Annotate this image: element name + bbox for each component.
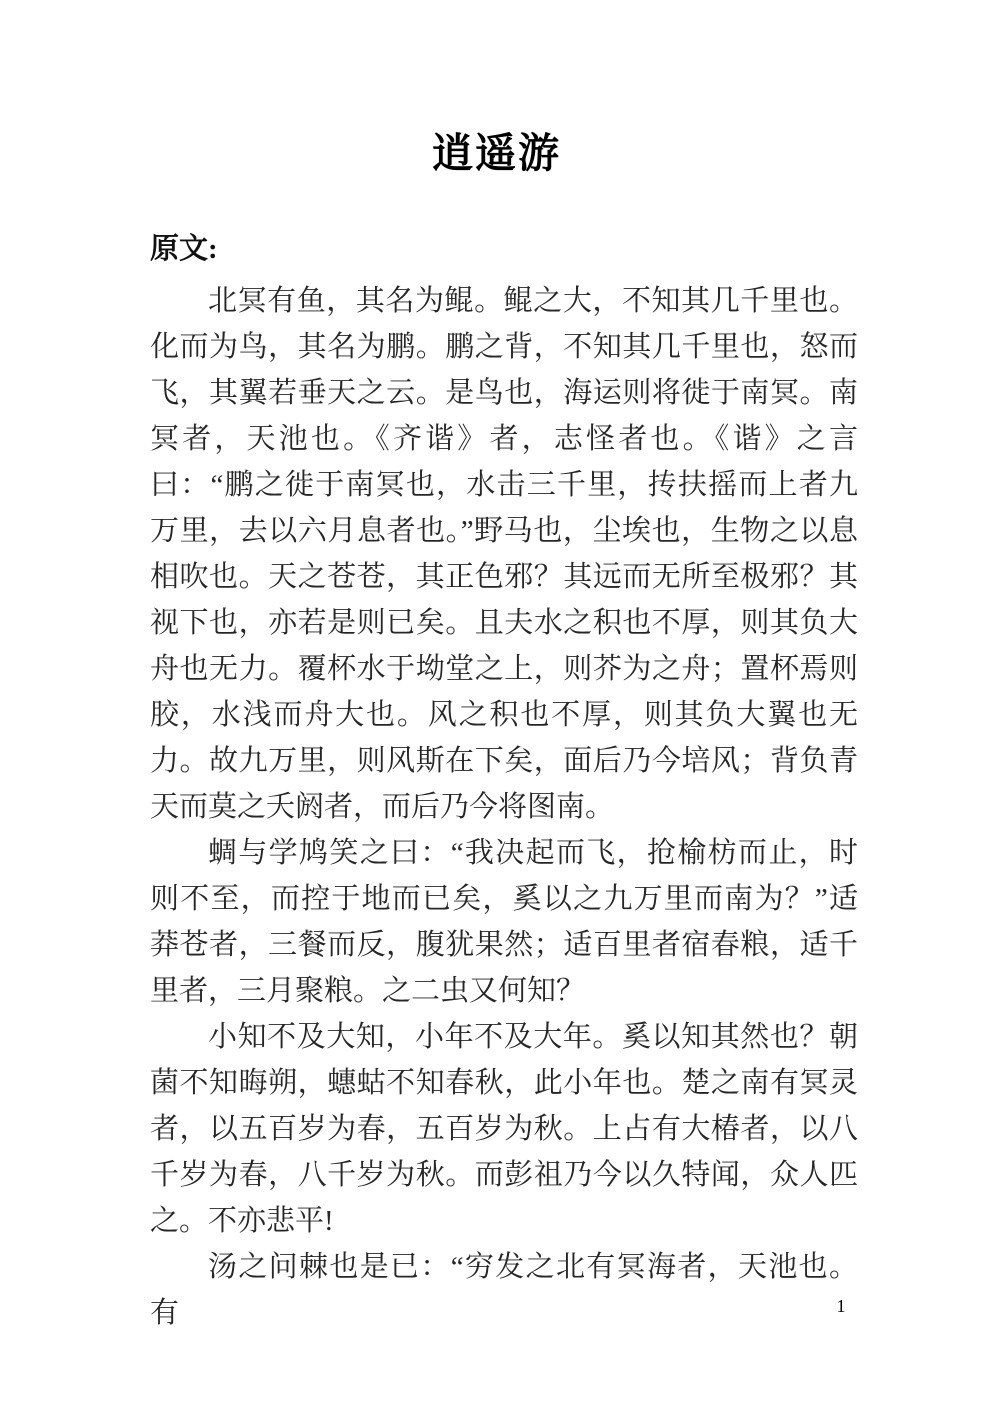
paragraph-1: 北冥有鱼，其名为鲲。鲲之大，不知其几千里也。化而为鸟，其名为鹏。鹏之背，不知其几千里也，怒而飞，其翼若垂天之云。是鸟也，海运则将徙于南冥。南冥者，天池也。《齐谐》者，志怪者也。《谐》之言曰：“鹏之徙于南冥也，水击三千里，抟扶摇而上者九万里，去以六月息者也。”野马也，尘埃也，生物之以息相吹也。天之苍苍，其正色邪？其远而无所至极邪？其视下也，亦若是则已矣。且夫水之积也不厚，则其负大舟也无力。覆杯水于坳堂之上，则芥为之舟；置杯焉则胶，水浅而舟大也。风之积也不厚，则其负大翼也无力。故九万里，则风斯在下矣，面后乃今培风；背负青天而莫之夭阏者，而后乃今将图南。 xyxy=(150,285,858,823)
page-number: 1 xyxy=(836,1296,846,1316)
page-title: 逍遥游 xyxy=(432,130,561,176)
section-label-original-text: 原文: xyxy=(150,233,218,265)
paragraph-4: 汤之问棘也是已：“穷发之北有冥海者，天池也。有 xyxy=(150,1251,858,1329)
paragraph-3: 小知不及大知，小年不及大年。奚以知其然也？朝菌不知晦朔，蟪蛄不知春秋，此小年也。楚之南有冥灵者，以五百岁为春，五百岁为秋。上占有大椿者，以八千岁为春，八千岁为秋。而彭祖乃今以久特闻，众人匹之。不亦悲平! xyxy=(150,1021,858,1237)
paragraph-2: 蜩与学鸠笑之曰：“我决起而飞，抢榆枋而止，时则不至，而控于地而已矣，奚以之九万里而南为？”适莽苍者，三餐而反，腹犹果然；适百里者宿春粮，适千里者，三月聚粮。之二虫又何知？ xyxy=(150,837,858,1007)
document-body xyxy=(150,278,858,1336)
